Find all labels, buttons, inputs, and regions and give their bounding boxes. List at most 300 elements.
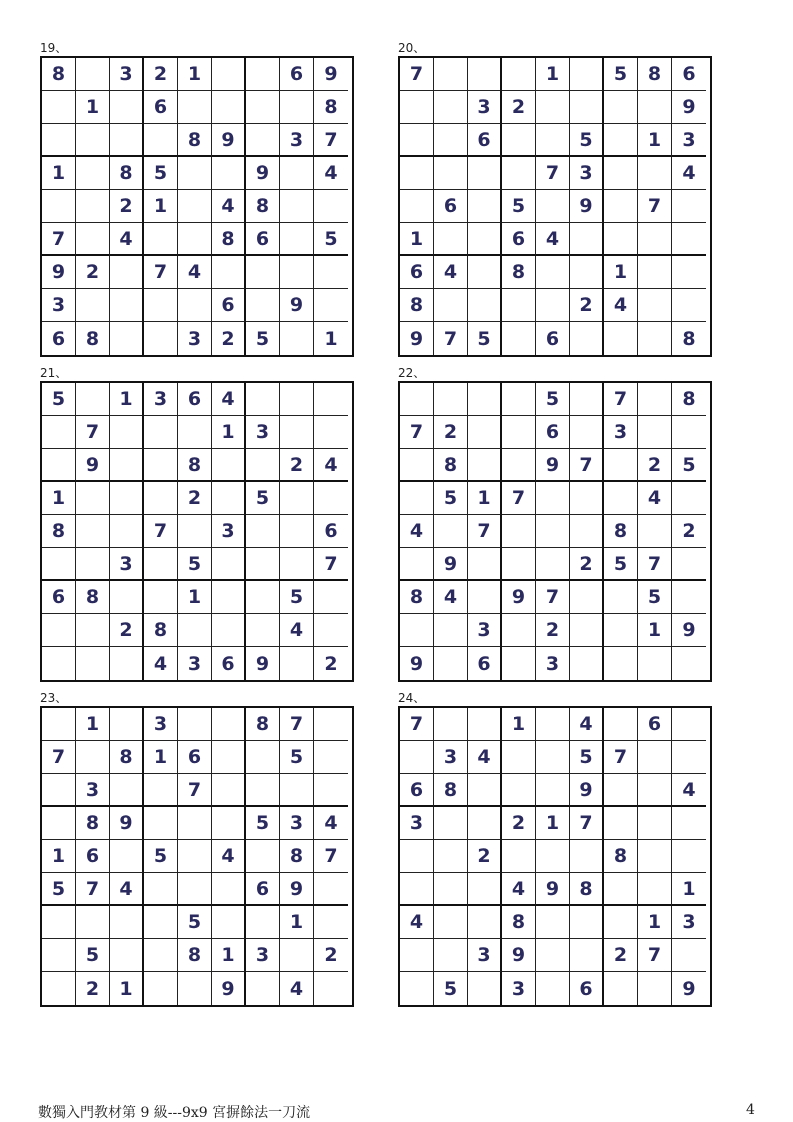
sudoku-cell: 9 <box>672 91 706 124</box>
sudoku-cell <box>638 157 672 190</box>
sudoku-cell: 5 <box>638 581 672 614</box>
sudoku-cell: 9 <box>280 289 314 322</box>
sudoku-cell <box>536 289 570 322</box>
sudoku-cell <box>280 223 314 256</box>
sudoku-cell <box>246 58 280 91</box>
sudoku-cell: 3 <box>468 91 502 124</box>
sudoku-cell <box>536 840 570 873</box>
sudoku-cell: 1 <box>212 416 246 449</box>
sudoku-cell: 9 <box>400 322 434 355</box>
sudoku-cell: 2 <box>178 482 212 515</box>
sudoku-cell: 2 <box>502 91 536 124</box>
sudoku-cell: 4 <box>212 383 246 416</box>
sudoku-cell: 5 <box>144 157 178 190</box>
sudoku-cell <box>400 190 434 223</box>
sudoku-cell <box>570 939 604 972</box>
sudoku-cell <box>110 708 144 741</box>
sudoku-cell: 8 <box>502 906 536 939</box>
sudoku-cell <box>400 482 434 515</box>
sudoku-cell: 2 <box>76 972 110 1005</box>
sudoku-cell <box>638 515 672 548</box>
sudoku-cell <box>110 289 144 322</box>
sudoku-cell <box>638 647 672 680</box>
sudoku-grid <box>40 381 354 682</box>
puzzle-label: 21、 <box>40 366 68 380</box>
sudoku-cell <box>178 223 212 256</box>
sudoku-cell <box>604 972 638 1005</box>
sudoku-cell <box>76 741 110 774</box>
sudoku-cell <box>400 124 434 157</box>
sudoku-cell <box>76 383 110 416</box>
sudoku-cell: 7 <box>76 416 110 449</box>
sudoku-cell: 5 <box>178 906 212 939</box>
sudoku-cell <box>246 581 280 614</box>
sudoku-cell: 5 <box>434 482 468 515</box>
sudoku-cell: 7 <box>178 774 212 807</box>
sudoku-cell <box>76 289 110 322</box>
sudoku-cell: 8 <box>400 581 434 614</box>
sudoku-cell: 8 <box>178 124 212 157</box>
sudoku-cell <box>434 647 468 680</box>
sudoku-cell: 1 <box>42 482 76 515</box>
sudoku-cell <box>212 548 246 581</box>
sudoku-cell: 2 <box>110 190 144 223</box>
sudoku-cell <box>604 906 638 939</box>
sudoku-cell: 4 <box>468 741 502 774</box>
sudoku-cell: 5 <box>502 190 536 223</box>
sudoku-cell: 9 <box>314 58 348 91</box>
sudoku-cell <box>42 939 76 972</box>
sudoku-cell: 5 <box>536 383 570 416</box>
sudoku-cell <box>672 647 706 680</box>
sudoku-cell <box>570 322 604 355</box>
sudoku-cell <box>178 190 212 223</box>
sudoku-cell <box>110 322 144 355</box>
sudoku-cell: 3 <box>468 939 502 972</box>
sudoku-cell <box>502 774 536 807</box>
sudoku-cell <box>212 58 246 91</box>
sudoku-cell: 7 <box>570 807 604 840</box>
sudoku-cell: 9 <box>536 449 570 482</box>
sudoku-cell <box>280 774 314 807</box>
sudoku-cell <box>502 416 536 449</box>
sudoku-cell <box>280 548 314 581</box>
sudoku-cell <box>502 741 536 774</box>
sudoku-cell: 8 <box>280 840 314 873</box>
sudoku-cell <box>638 223 672 256</box>
sudoku-cell <box>144 807 178 840</box>
sudoku-cell <box>212 256 246 289</box>
sudoku-cell <box>468 972 502 1005</box>
sudoku-cell <box>76 548 110 581</box>
sudoku-cell: 6 <box>42 581 76 614</box>
sudoku-cell: 8 <box>604 840 638 873</box>
sudoku-cell: 8 <box>42 58 76 91</box>
sudoku-cell <box>42 906 76 939</box>
sudoku-cell <box>144 449 178 482</box>
sudoku-cell <box>604 157 638 190</box>
sudoku-cell <box>178 289 212 322</box>
sudoku-cell: 3 <box>178 647 212 680</box>
sudoku-cell <box>604 190 638 223</box>
sudoku-cell: 3 <box>570 157 604 190</box>
sudoku-cell: 6 <box>536 322 570 355</box>
sudoku-cell <box>110 939 144 972</box>
sudoku-cell: 4 <box>638 482 672 515</box>
sudoku-cell: 8 <box>314 91 348 124</box>
sudoku-cell <box>536 741 570 774</box>
sudoku-cell <box>76 482 110 515</box>
sudoku-cell: 9 <box>42 256 76 289</box>
sudoku-cell <box>76 614 110 647</box>
sudoku-cell <box>468 548 502 581</box>
sudoku-cell <box>280 383 314 416</box>
sudoku-cell: 3 <box>434 741 468 774</box>
sudoku-cell: 4 <box>672 157 706 190</box>
sudoku-cell <box>604 774 638 807</box>
sudoku-cell: 3 <box>672 906 706 939</box>
sudoku-cell: 1 <box>536 58 570 91</box>
sudoku-cell: 6 <box>434 190 468 223</box>
sudoku-cell: 4 <box>314 449 348 482</box>
sudoku-cell <box>212 91 246 124</box>
sudoku-cell <box>468 708 502 741</box>
sudoku-cell <box>144 322 178 355</box>
sudoku-cell <box>570 906 604 939</box>
sudoku-cell <box>570 482 604 515</box>
sudoku-cell <box>604 807 638 840</box>
sudoku-cell <box>212 708 246 741</box>
sudoku-cell: 9 <box>502 581 536 614</box>
sudoku-cell: 7 <box>536 157 570 190</box>
sudoku-cell <box>400 840 434 873</box>
sudoku-cell: 8 <box>434 449 468 482</box>
sudoku-cell <box>570 840 604 873</box>
sudoku-cell: 7 <box>434 322 468 355</box>
sudoku-cell: 6 <box>536 416 570 449</box>
sudoku-cell <box>672 548 706 581</box>
sudoku-cell: 1 <box>178 58 212 91</box>
sudoku-cell <box>604 581 638 614</box>
sudoku-cell <box>536 548 570 581</box>
sudoku-cell: 2 <box>280 449 314 482</box>
sudoku-cell <box>502 383 536 416</box>
sudoku-cell: 1 <box>638 906 672 939</box>
sudoku-cell <box>502 449 536 482</box>
sudoku-cell <box>212 906 246 939</box>
sudoku-cell <box>672 840 706 873</box>
sudoku-grid <box>398 381 712 682</box>
sudoku-cell <box>434 124 468 157</box>
sudoku-cell <box>280 647 314 680</box>
sudoku-cell: 2 <box>468 840 502 873</box>
sudoku-cell <box>280 91 314 124</box>
sudoku-cell <box>638 873 672 906</box>
sudoku-cell: 6 <box>280 58 314 91</box>
sudoku-cell <box>314 873 348 906</box>
sudoku-cell: 1 <box>110 383 144 416</box>
sudoku-cell <box>246 906 280 939</box>
sudoku-cell <box>638 322 672 355</box>
sudoku-cell <box>144 906 178 939</box>
sudoku-cell <box>434 906 468 939</box>
sudoku-cell <box>212 614 246 647</box>
sudoku-cell <box>314 383 348 416</box>
sudoku-cell: 6 <box>212 289 246 322</box>
sudoku-cell: 3 <box>110 548 144 581</box>
sudoku-cell <box>314 482 348 515</box>
sudoku-cell <box>246 449 280 482</box>
sudoku-cell: 5 <box>468 322 502 355</box>
sudoku-cell <box>42 807 76 840</box>
sudoku-cell: 1 <box>672 873 706 906</box>
sudoku-cell <box>672 807 706 840</box>
sudoku-cell: 7 <box>400 58 434 91</box>
sudoku-cell <box>110 906 144 939</box>
sudoku-cell <box>570 256 604 289</box>
sudoku-cell <box>76 906 110 939</box>
sudoku-cell: 7 <box>502 482 536 515</box>
sudoku-cell: 2 <box>570 548 604 581</box>
sudoku-cell <box>672 581 706 614</box>
sudoku-cell <box>570 515 604 548</box>
sudoku-cell <box>502 322 536 355</box>
sudoku-grid <box>398 706 712 1007</box>
sudoku-cell <box>638 91 672 124</box>
sudoku-cell: 9 <box>280 873 314 906</box>
sudoku-grid <box>40 56 354 357</box>
sudoku-cell: 2 <box>144 58 178 91</box>
sudoku-cell <box>400 548 434 581</box>
sudoku-cell: 7 <box>638 190 672 223</box>
sudoku-cell: 4 <box>178 256 212 289</box>
sudoku-cell <box>76 190 110 223</box>
sudoku-cell: 4 <box>434 581 468 614</box>
sudoku-cell: 3 <box>672 124 706 157</box>
sudoku-cell <box>434 515 468 548</box>
sudoku-cell: 4 <box>280 614 314 647</box>
puzzle-label: 19、 <box>40 41 68 55</box>
sudoku-cell: 6 <box>400 256 434 289</box>
sudoku-cell: 7 <box>604 383 638 416</box>
sudoku-cell: 5 <box>42 873 76 906</box>
sudoku-cell: 9 <box>246 157 280 190</box>
sudoku-cell: 4 <box>212 840 246 873</box>
sudoku-cell: 4 <box>144 647 178 680</box>
sudoku-cell <box>638 289 672 322</box>
sudoku-cell: 1 <box>468 482 502 515</box>
sudoku-cell <box>672 741 706 774</box>
sudoku-cell: 9 <box>682 977 696 1000</box>
sudoku-cell: 9 <box>212 972 246 1005</box>
sudoku-cell <box>178 614 212 647</box>
sudoku-cell: 6 <box>246 223 280 256</box>
sudoku-cell <box>246 614 280 647</box>
sudoku-cell <box>434 289 468 322</box>
sudoku-cell <box>42 548 76 581</box>
sudoku-cell <box>178 157 212 190</box>
sudoku-cell <box>468 416 502 449</box>
sudoku-cell: 3 <box>502 972 536 1005</box>
sudoku-cell <box>76 124 110 157</box>
sudoku-cell: 8 <box>76 581 110 614</box>
sudoku-cell <box>144 416 178 449</box>
sudoku-cell <box>434 223 468 256</box>
sudoku-cell <box>42 614 76 647</box>
sudoku-cell: 1 <box>502 708 536 741</box>
sudoku-cell: 7 <box>280 708 314 741</box>
sudoku-cell <box>314 741 348 774</box>
sudoku-cell <box>468 256 502 289</box>
sudoku-cell <box>672 223 706 256</box>
sudoku-cell: 6 <box>570 972 604 1005</box>
sudoku-cell <box>434 91 468 124</box>
sudoku-cell: 8 <box>434 774 468 807</box>
sudoku-cell <box>672 256 706 289</box>
sudoku-cell <box>434 840 468 873</box>
sudoku-cell: 3 <box>110 58 144 91</box>
sudoku-cell <box>536 708 570 741</box>
sudoku-cell <box>570 416 604 449</box>
sudoku-cell: 8 <box>76 807 110 840</box>
sudoku-cell <box>314 708 348 741</box>
sudoku-cell <box>178 515 212 548</box>
sudoku-cell <box>570 223 604 256</box>
sudoku-cell: 2 <box>76 256 110 289</box>
sudoku-cell: 3 <box>144 383 178 416</box>
sudoku-cell <box>314 906 348 939</box>
sudoku-cell <box>604 614 638 647</box>
sudoku-cell <box>604 91 638 124</box>
sudoku-cell: 2 <box>672 515 706 548</box>
sudoku-cell <box>212 807 246 840</box>
sudoku-cell <box>42 647 76 680</box>
sudoku-cell: 8 <box>246 708 280 741</box>
sudoku-cell <box>468 289 502 322</box>
sudoku-cell <box>400 614 434 647</box>
sudoku-cell: 5 <box>314 223 348 256</box>
sudoku-cell: 9 <box>672 614 706 647</box>
sudoku-cell <box>400 873 434 906</box>
sudoku-cell <box>314 190 348 223</box>
sudoku-cell <box>246 124 280 157</box>
sudoku-cell <box>246 383 280 416</box>
sudoku-cell: 8 <box>144 614 178 647</box>
sudoku-cell <box>468 58 502 91</box>
sudoku-cell: 5 <box>246 482 280 515</box>
sudoku-cell: 3 <box>144 708 178 741</box>
puzzle-label: 24、 <box>398 691 426 705</box>
sudoku-cell: 9 <box>110 807 144 840</box>
sudoku-cell: 4 <box>536 223 570 256</box>
sudoku-cell <box>280 190 314 223</box>
sudoku-cell: 7 <box>400 708 434 741</box>
puzzle-label: 23、 <box>40 691 68 705</box>
sudoku-cell: 2 <box>570 289 604 322</box>
sudoku-cell <box>502 58 536 91</box>
sudoku-cell <box>604 223 638 256</box>
sudoku-cell: 7 <box>638 939 672 972</box>
sudoku-cell <box>638 774 672 807</box>
sudoku-cell: 4 <box>110 223 144 256</box>
sudoku-cell <box>502 647 536 680</box>
sudoku-cell: 6 <box>502 223 536 256</box>
sudoku-cell <box>604 482 638 515</box>
sudoku-cell <box>178 416 212 449</box>
sudoku-cell <box>76 647 110 680</box>
sudoku-cell <box>638 383 672 416</box>
sudoku-cell <box>178 972 212 1005</box>
sudoku-cell <box>246 256 280 289</box>
sudoku-cell: 2 <box>434 416 468 449</box>
sudoku-cell <box>468 449 502 482</box>
sudoku-cell: 1 <box>324 327 338 350</box>
sudoku-cell <box>536 190 570 223</box>
sudoku-cell: 4 <box>212 190 246 223</box>
sudoku-cell: 2 <box>604 939 638 972</box>
sudoku-cell <box>144 873 178 906</box>
sudoku-cell <box>110 449 144 482</box>
sudoku-cell: 7 <box>638 548 672 581</box>
sudoku-cell: 4 <box>110 873 144 906</box>
sudoku-cell <box>468 873 502 906</box>
sudoku-cell: 4 <box>280 972 314 1005</box>
sudoku-cell: 1 <box>110 972 144 1005</box>
sudoku-cell: 8 <box>682 327 696 350</box>
sudoku-cell: 2 <box>314 939 348 972</box>
sudoku-cell <box>314 774 348 807</box>
sudoku-cell <box>536 124 570 157</box>
sudoku-cell <box>638 807 672 840</box>
sudoku-cell: 6 <box>76 840 110 873</box>
sudoku-cell: 8 <box>110 741 144 774</box>
sudoku-cell: 6 <box>212 647 246 680</box>
sudoku-cell <box>110 581 144 614</box>
sudoku-cell <box>110 482 144 515</box>
sudoku-cell <box>178 708 212 741</box>
sudoku-cell: 1 <box>76 91 110 124</box>
sudoku-cell <box>400 449 434 482</box>
sudoku-cell <box>42 774 76 807</box>
sudoku-cell <box>144 939 178 972</box>
sudoku-cell: 5 <box>42 383 76 416</box>
sudoku-cell <box>400 972 434 1005</box>
sudoku-cell <box>400 383 434 416</box>
sudoku-cell <box>536 482 570 515</box>
sudoku-cell: 9 <box>502 939 536 972</box>
sudoku-cell <box>76 515 110 548</box>
sudoku-cell: 8 <box>638 58 672 91</box>
sudoku-cell <box>110 515 144 548</box>
sudoku-cell: 7 <box>42 223 76 256</box>
sudoku-cell <box>400 91 434 124</box>
sudoku-cell <box>280 322 314 355</box>
sudoku-cell: 5 <box>570 124 604 157</box>
sudoku-cell <box>638 972 672 1005</box>
sudoku-cell: 4 <box>604 289 638 322</box>
sudoku-cell: 9 <box>76 449 110 482</box>
sudoku-cell: 7 <box>76 873 110 906</box>
sudoku-cell: 3 <box>604 416 638 449</box>
sudoku-cell <box>280 515 314 548</box>
sudoku-cell <box>144 124 178 157</box>
sudoku-cell: 7 <box>42 741 76 774</box>
sudoku-cell <box>144 548 178 581</box>
sudoku-cell <box>212 774 246 807</box>
sudoku-puzzle-23 <box>40 691 354 1007</box>
sudoku-cell: 5 <box>76 939 110 972</box>
sudoku-cell <box>280 157 314 190</box>
